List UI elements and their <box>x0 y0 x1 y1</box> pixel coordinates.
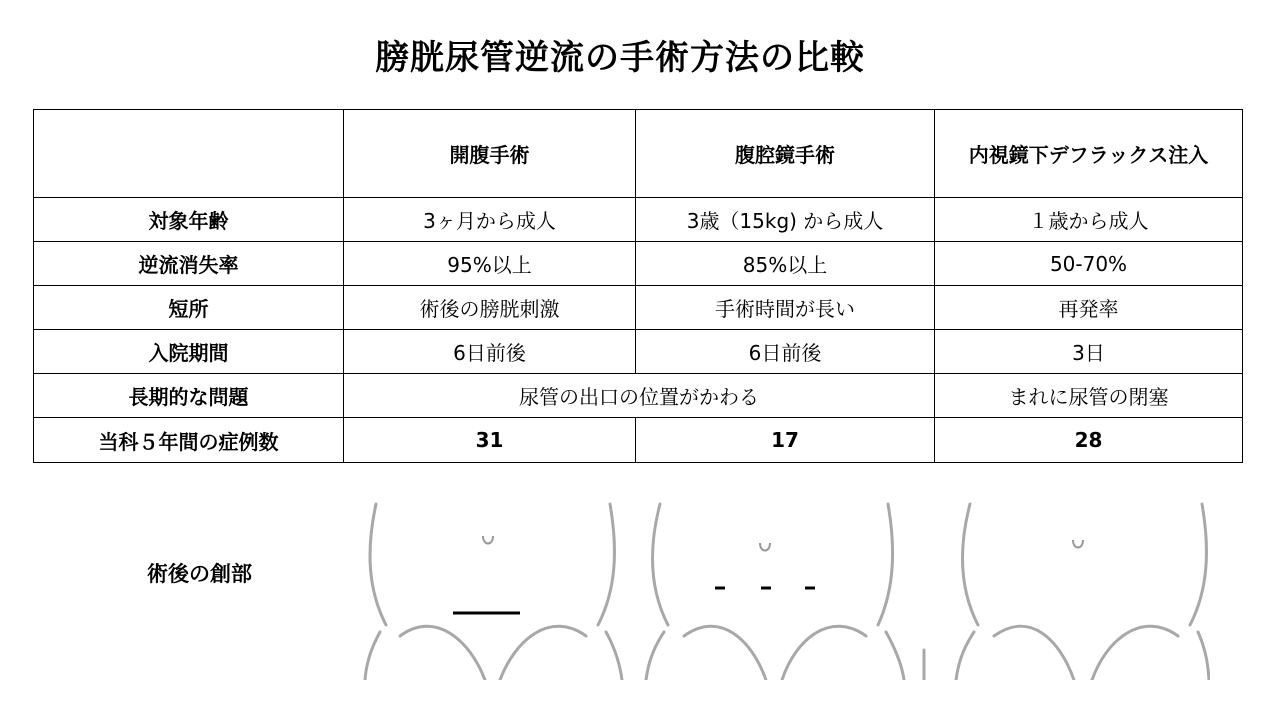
cell-longterm-endoscopic: まれに尿管の閉塞 <box>935 374 1243 418</box>
cell-rate-endoscopic: 50-70% <box>935 242 1243 286</box>
navel-icon <box>483 536 493 544</box>
row-label-age: 対象年齢 <box>34 198 344 242</box>
comparison-table <box>33 109 1243 463</box>
cell-stay-open: 6日前後 <box>344 330 636 374</box>
table-row <box>34 198 1243 242</box>
row-label-disadvantages: 短所 <box>34 286 344 330</box>
cell-rate-laparoscopic: 85%以上 <box>636 242 935 286</box>
table-row <box>34 242 1243 286</box>
cell-cases-endoscopic: 28 <box>935 418 1243 463</box>
header-endoscopic-deflux: 内視鏡下デフラックス注入 <box>935 110 1243 198</box>
header-laparoscopic-surgery: 腹腔鏡手術 <box>636 110 935 198</box>
cell-stay-endoscopic: 3日 <box>935 330 1243 374</box>
cell-cons-laparoscopic: 手術時間が長い <box>636 286 935 330</box>
row-label-resolution-rate: 逆流消失率 <box>34 242 344 286</box>
cell-stay-laparoscopic: 6日前後 <box>636 330 935 374</box>
cell-cons-open: 術後の膀胱刺激 <box>344 286 636 330</box>
cell-cases-laparoscopic: 17 <box>636 418 935 463</box>
cell-cons-endoscopic: 再発率 <box>935 286 1243 330</box>
cell-age-open: 3ヶ月から成人 <box>344 198 636 242</box>
table-row <box>34 374 1243 418</box>
cell-age-laparoscopic: 3歳（15kg) から成人 <box>636 198 935 242</box>
page-title: 膀胱尿管逆流の手術方法の比較 <box>375 38 865 78</box>
table-header-row <box>34 110 1243 198</box>
navel-icon <box>760 543 770 551</box>
torso-endoscopic-illustration <box>920 500 1210 680</box>
table-row <box>34 330 1243 374</box>
navel-icon <box>1073 540 1083 548</box>
cell-longterm-surgical: 尿管の出口の位置がかわる <box>344 374 935 418</box>
header-open-surgery: 開腹手術 <box>344 110 636 198</box>
cell-cases-open: 31 <box>344 418 636 463</box>
row-label-long-term-issues: 長期的な問題 <box>34 374 344 418</box>
torso-laparoscopic-illustration <box>640 500 920 680</box>
table-row <box>34 418 1243 463</box>
cell-age-endoscopic: １歳から成人 <box>935 198 1243 242</box>
header-cell-empty <box>34 110 344 198</box>
cell-rate-open: 95%以上 <box>344 242 636 286</box>
wound-label: 術後の創部 <box>147 562 252 586</box>
torso-open-surgery-illustration <box>360 500 630 680</box>
row-label-hospital-stay: 入院期間 <box>34 330 344 374</box>
table-row <box>34 286 1243 330</box>
row-label-case-count: 当科５年間の症例数 <box>34 418 344 463</box>
